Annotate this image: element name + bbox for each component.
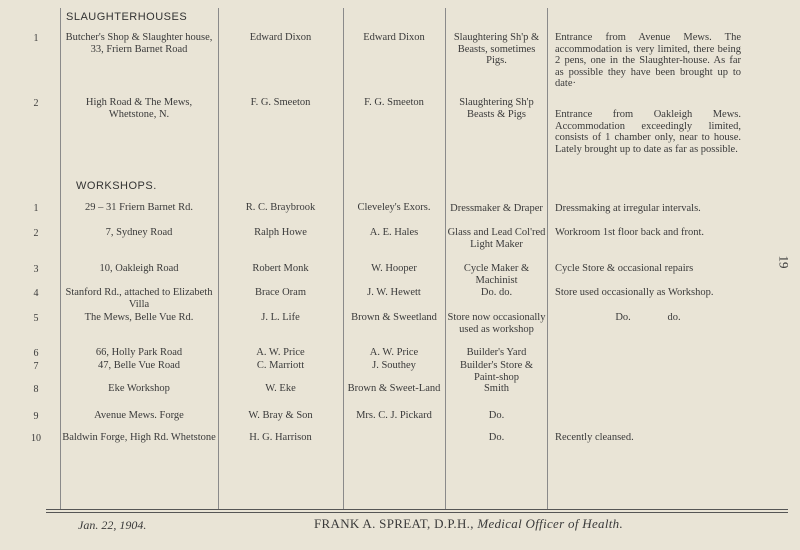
- premises-cell: 29 – 31 Friern Barnet Rd.: [85, 202, 193, 213]
- row-number: 10: [31, 433, 41, 444]
- use-cell: Builder's Yard: [466, 347, 527, 358]
- use-cell: Smith: [483, 383, 510, 394]
- row-number: 3: [33, 264, 39, 275]
- occupier-cell: A. E. Hales: [369, 227, 419, 238]
- owner-cell: A. W. Price: [256, 347, 305, 358]
- use-cell: Do.: [488, 410, 505, 421]
- remarks-cell: Entrance from Avenue Mews. The accommodation is very limited, there being 2 pens, one in the Slaughter-house. As far as possible they have been brought up to date·: [555, 32, 741, 89]
- occupier-cell: W. Hooper: [371, 263, 417, 274]
- use-cell: Slaughtering Sh'p & Beasts, sometimes Pigs.: [453, 32, 540, 66]
- row-number: 5: [33, 313, 39, 324]
- owner-cell: W. Bray & Son: [248, 410, 313, 421]
- use-cell: Slaughtering Sh'p Beasts & Pigs: [459, 97, 534, 120]
- use-cell: Do.: [488, 432, 505, 443]
- row-number: 1: [33, 33, 39, 44]
- owner-cell: Robert Monk: [252, 263, 309, 274]
- signature-title: Medical Officer of Health.: [477, 516, 624, 531]
- remarks-cell: Store used occasionally as Workshop.: [555, 287, 714, 298]
- premises-cell: The Mews, Belle Vue Rd.: [84, 312, 194, 323]
- column-rule: [547, 8, 548, 510]
- row-number: 2: [33, 98, 39, 109]
- occupier-cell: J. W. Hewett: [367, 287, 421, 298]
- bottom-rule: [46, 512, 788, 513]
- premises-cell: Butcher's Shop & Slaughter house, 33, Friern Barnet Road: [65, 32, 213, 55]
- occupier-cell: A. W. Price: [369, 347, 419, 358]
- column-rule: [343, 8, 344, 510]
- premises-cell: 10, Oakleigh Road: [99, 263, 179, 274]
- occupier-cell: F. G. Smeeton: [364, 97, 424, 108]
- occupier-cell: Mrs. C. J. Pickard: [356, 410, 432, 421]
- row-number: 7: [33, 361, 39, 372]
- row-number: 6: [33, 348, 39, 359]
- remarks-cell: Cycle Store & occasional repairs: [555, 263, 694, 274]
- owner-cell: C. Marriott: [256, 360, 305, 371]
- section-heading-workshops: WORKSHOPS.: [76, 180, 157, 192]
- premises-cell: 47, Belle Vue Road: [98, 360, 180, 371]
- column-rule: [445, 8, 446, 510]
- owner-cell: H. G. Harrison: [249, 432, 312, 443]
- owner-cell: Brace Oram: [254, 287, 306, 298]
- page-number: 19: [776, 255, 792, 269]
- row-number: 8: [33, 384, 39, 395]
- owner-cell: Ralph Howe: [254, 227, 307, 238]
- column-rule: [60, 8, 61, 510]
- column-rule: [218, 8, 219, 510]
- remarks-cell: Recently cleansed.: [555, 432, 634, 443]
- premises-cell: Avenue Mews. Forge: [94, 410, 184, 421]
- premises-cell: 66, Holly Park Road: [95, 347, 183, 358]
- use-cell: Do. do.: [480, 287, 513, 298]
- premises-cell: Stanford Rd., attached to Elizabeth Villa: [65, 287, 213, 310]
- use-cell: Glass and Lead Col'red Light Maker: [447, 227, 546, 250]
- row-number: 2: [33, 228, 39, 239]
- use-cell: Cycle Maker & Machinist: [463, 263, 530, 286]
- occupier-cell: Cleveley's Exors.: [357, 202, 431, 213]
- section-heading-slaughterhouses: SLAUGHTERHOUSES: [66, 11, 188, 23]
- row-number: 1: [33, 203, 39, 214]
- remarks-cell: Do. do.: [615, 312, 681, 323]
- occupier-cell: Brown & Sweetland: [351, 312, 437, 323]
- owner-cell: Edward Dixon: [249, 32, 312, 43]
- use-cell: Builder's Store & Paint-shop: [459, 360, 534, 383]
- premises-cell: Eke Workshop: [108, 383, 170, 394]
- row-number: 4: [33, 288, 39, 299]
- owner-cell: R. C. Braybrook: [245, 202, 316, 213]
- use-cell: Store now occasionally used as workshop: [447, 312, 546, 335]
- row-number: 9: [33, 411, 39, 422]
- owner-cell: F. G. Smeeton: [250, 97, 311, 108]
- premises-cell: Baldwin Forge, High Rd. Whetstone: [62, 432, 216, 443]
- occupier-cell: Edward Dixon: [363, 32, 425, 43]
- footer-signature: [314, 516, 623, 532]
- occupier-cell: J. Southey: [372, 360, 416, 371]
- use-cell: Dressmaker & Draper: [450, 203, 543, 214]
- remarks-cell: Dressmaking at irregular intervals.: [555, 203, 701, 214]
- premises-cell: 7, Sydney Road: [105, 227, 173, 238]
- occupier-cell: Brown & Sweet-Land: [347, 383, 441, 394]
- premises-cell: High Road & The Mews, Whetstone, N.: [85, 97, 193, 120]
- owner-cell: W. Eke: [265, 383, 296, 394]
- remarks-cell: Workroom 1st floor back and front.: [555, 227, 705, 238]
- bottom-rule: [46, 509, 788, 510]
- remarks-cell: Entrance from Oakleigh Mews. Accommodation exceedingly limited, consists of 1 chamber only, near to house. Lately brought up to date as far as possible.: [555, 109, 741, 155]
- footer-date: Jan. 22, 1904.: [78, 518, 147, 532]
- owner-cell: J. L. Life: [261, 312, 300, 323]
- signature-name: FRANK A. SPREAT, D.P.H.,: [314, 516, 474, 531]
